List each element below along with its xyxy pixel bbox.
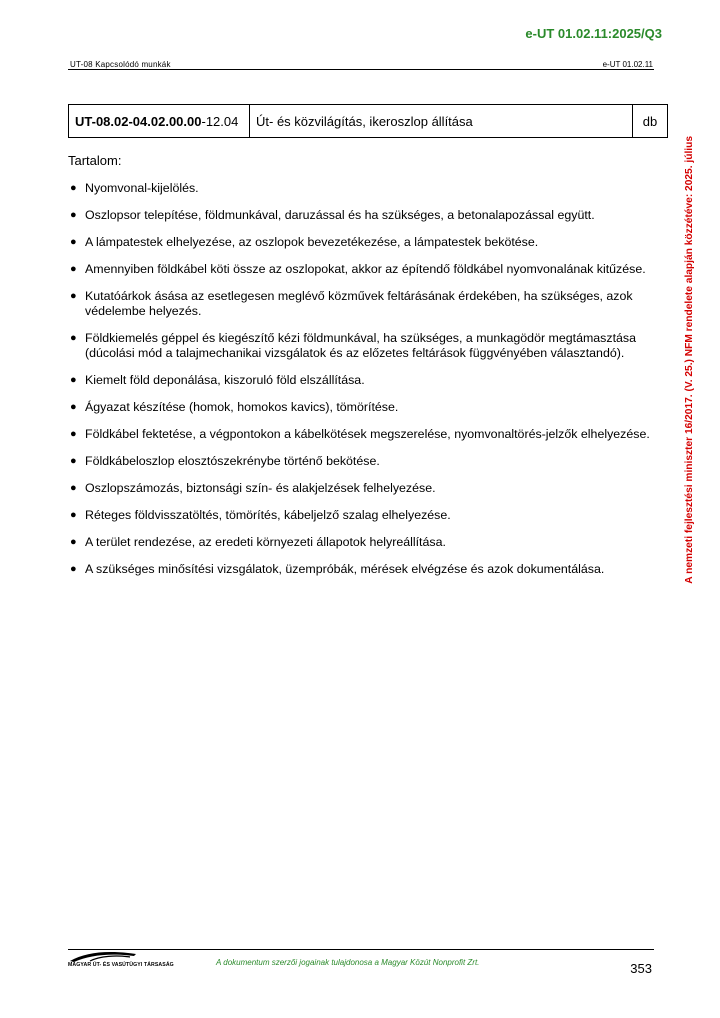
society-logo [68,950,174,972]
list-item-text: Földkábeloszlop elosztószekrénybe történő bekötése. [85,454,380,468]
list-item [68,427,658,442]
bullet-icon: ● [70,236,77,248]
list-item [68,454,658,469]
bullet-icon: ● [70,401,77,413]
list-item [68,235,658,250]
item-code: UT-08.02-04.02.00.00 [75,113,202,129]
bullet-icon: ● [70,455,77,467]
list-item-text: Oszlopsor telepítése, földmunkával, daruzással és ha szükséges, a betonalapozással együtt. [85,208,595,222]
list-item [68,289,658,319]
page-number: 353 [630,961,652,976]
item-code-suffix: -12.04 [201,113,239,129]
list-item-text: Ágyazat készítése (homok, homokos kavics), tömörítése. [85,400,399,414]
content-list [68,181,658,589]
item-header-row [69,105,668,138]
list-item [68,535,658,550]
list-item-text: Kutatóárkok ásása az esetlegesen meglévő közművek feltárásának érdekében, ha szükséges, azok védelembe helyezés. [85,289,633,318]
list-item-text: Földkábel fektetése, a végpontokon a kábelkötések megszerelése, nyomvonaltörés-jelzők elhelyezése. [85,427,650,441]
list-item [68,508,658,523]
bullet-icon: ● [70,563,77,575]
copyright-notice: A dokumentum szerzői jogainak tulajdonosa a Magyar Közút Nonprofit Zrt. [216,958,480,967]
bullet-icon: ● [70,263,77,275]
bullet-icon: ● [70,428,77,440]
document-code: e-UT 01.02.11:2025/Q3 [525,26,662,41]
list-item [68,262,658,277]
list-item-text: Kiemelt föld deponálása, kiszoruló föld elszállítása. [85,373,365,387]
item-code-cell [69,105,250,138]
list-item-text: A lámpatestek elhelyezése, az oszlopok bevezetékezése, a lámpatestek bekötése. [85,235,539,249]
list-item-text: Oszlopszámozás, biztonsági szín- és alakjelzések felhelyezése. [85,481,436,495]
list-item-text: Földkiemelés géppel és kiegészítő kézi földmunkával, ha szükséges, a munkagödör megtámasztása (dúcolási mód a talajmechanikai vizsgálatok és az előzetes feltárások függvényében választandó). [85,331,636,360]
item-unit: db [633,105,668,138]
logo-text: MAGYAR ÚT- ÉS VASÚTÜGYI TÁRSASÁG [68,962,174,968]
list-item [68,181,658,196]
bullet-icon: ● [70,182,77,194]
list-item-text: Réteges földvisszatöltés, tömörítés, kábeljelző szalag elhelyezése. [85,508,451,522]
item-header-table [68,104,668,138]
list-item [68,400,658,415]
publication-note-text: A nemzeti fejlesztési miniszter 16/2017. (V. 25.) NFM rendelete alapján közzétéve: 2025. július [683,136,695,584]
publication-note [682,95,696,625]
bullet-icon: ● [70,332,77,344]
bullet-icon: ● [70,509,77,521]
bullet-icon: ● [70,374,77,386]
content-label: Tartalom: [68,153,122,168]
running-header-ref: e-UT 01.02.11 [602,60,653,69]
list-item [68,373,658,388]
item-title: Út- és közvilágítás, ikeroszlop állítása [250,105,633,138]
bullet-icon: ● [70,209,77,221]
running-header-section: UT-08 Kapcsolódó munkák [70,60,171,69]
list-item [68,562,658,577]
list-item-text: A szükséges minősítési vizsgálatok, üzempróbák, mérések elvégzése és azok dokumentálása. [85,562,605,576]
list-item-text: Amennyiben földkábel köti össze az oszlopokat, akkor az építendő földkábel nyomvonalának kitűzése. [85,262,646,276]
list-item [68,481,658,496]
bullet-icon: ● [70,536,77,548]
list-item [68,331,658,361]
list-item-text: Nyomvonal-kijelölés. [85,181,199,195]
road-swoosh-icon [68,950,138,962]
list-item [68,208,658,223]
bullet-icon: ● [70,482,77,494]
list-item-text: A terület rendezése, az eredeti környezeti állapotok helyreállítása. [85,535,446,549]
header-divider [68,69,654,70]
bullet-icon: ● [70,290,77,302]
